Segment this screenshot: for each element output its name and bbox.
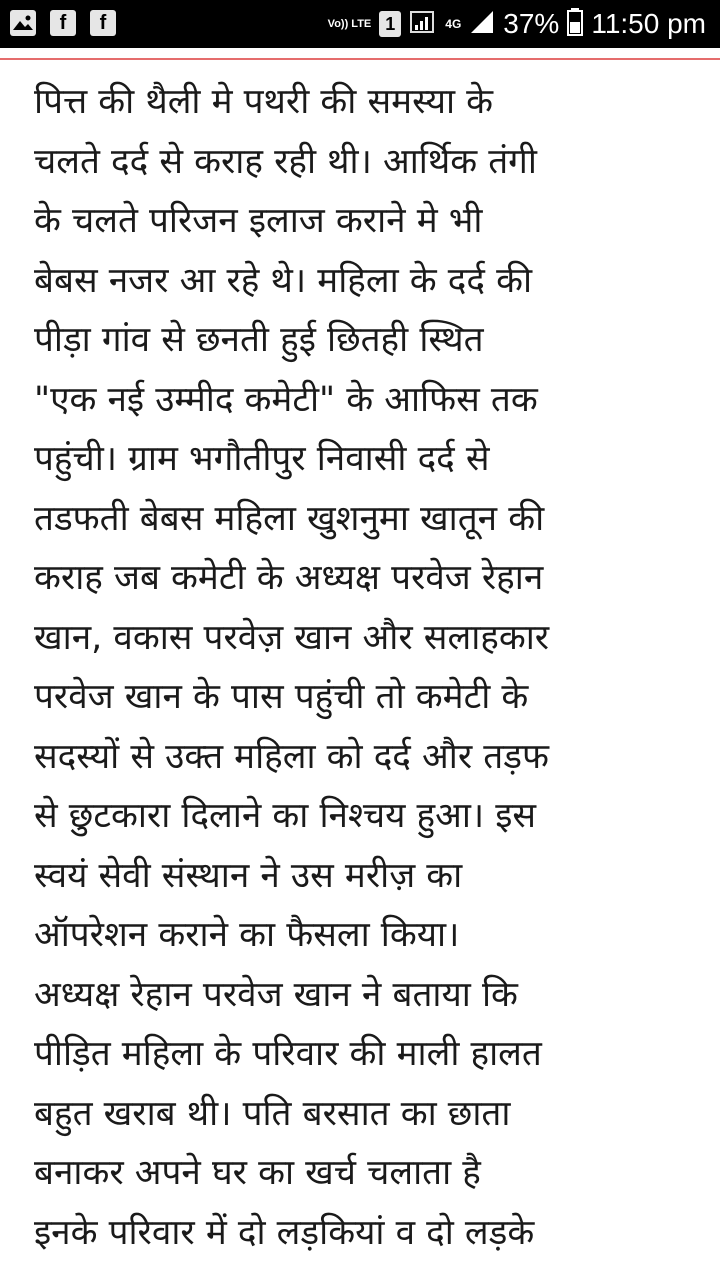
article-line: ऑपरेशन कराने का फैसला किया। xyxy=(34,915,460,955)
facebook-icon: f xyxy=(90,10,116,36)
article-line: अध्यक्ष रेहान परवेज खान ने बताया कि xyxy=(34,974,518,1015)
article-line: बनाकर अपने घर का खर्च चलाता है xyxy=(34,1153,481,1193)
article-line: पित्त की थैली मे पथरी की समस्या के xyxy=(34,82,494,122)
article-line: बहुत खराब थी। पति बरसात का छाता xyxy=(34,1093,511,1134)
article-line: सदस्यों से उक्त महिला को दर्द और तड़फ xyxy=(34,736,549,777)
facebook-icon: f xyxy=(50,10,76,36)
battery-percent: 37% xyxy=(503,8,560,39)
network-type: 4G xyxy=(445,17,462,31)
status-bar xyxy=(0,0,720,48)
sim-slot-icon: 1 xyxy=(379,11,401,37)
scroll-indicator-line xyxy=(0,58,720,60)
article-line: कराह जब कमेटी के अध्यक्ष परवेज रेहान xyxy=(34,558,544,598)
article-line: चलते दर्द से कराह रही थी। आर्थिक तंगी xyxy=(34,141,537,182)
article-line: बेबस नजर आ रहे थे। महिला के दर्द की xyxy=(34,260,533,301)
article-line: तडफती बेबस महिला खुशनुमा खातून की xyxy=(34,498,545,539)
article-line: पीड़ा गांव से छनती हुई छितही स्थित xyxy=(34,320,484,360)
article-line: पहुंची। ग्राम भगौतीपुर निवासी दर्द से xyxy=(34,439,490,479)
clock: 11:50 pm xyxy=(591,8,706,39)
article-line: खान, वकास परवेज़ खान और सलाहकार xyxy=(34,617,550,658)
volte-indicator: Vo)) LTE xyxy=(327,17,372,30)
article-line: इनके परिवार में दो लड़कियां व दो लड़के xyxy=(34,1212,535,1253)
battery-icon xyxy=(567,8,583,41)
article-line: परवेज खान के पास पहुंची तो कमेटी के xyxy=(34,677,529,717)
article-line: के चलते परिजन इलाज कराने मे भी xyxy=(34,201,483,241)
article-line: "एक नई उम्मीद कमेटी" के आफिस तक xyxy=(34,379,538,420)
article-body xyxy=(0,48,720,1280)
signal-icon xyxy=(409,8,437,41)
article-line: से छुटकारा दिलाने का निश्चय हुआ। इस xyxy=(34,796,537,836)
signal-bars-icon xyxy=(469,9,495,40)
image-icon xyxy=(10,10,36,36)
article-line: स्वयं सेवी संस्थान ने उस मरीज़ का xyxy=(34,855,463,896)
article-line: पीड़ित महिला के परिवार की माली हालत xyxy=(34,1034,542,1074)
